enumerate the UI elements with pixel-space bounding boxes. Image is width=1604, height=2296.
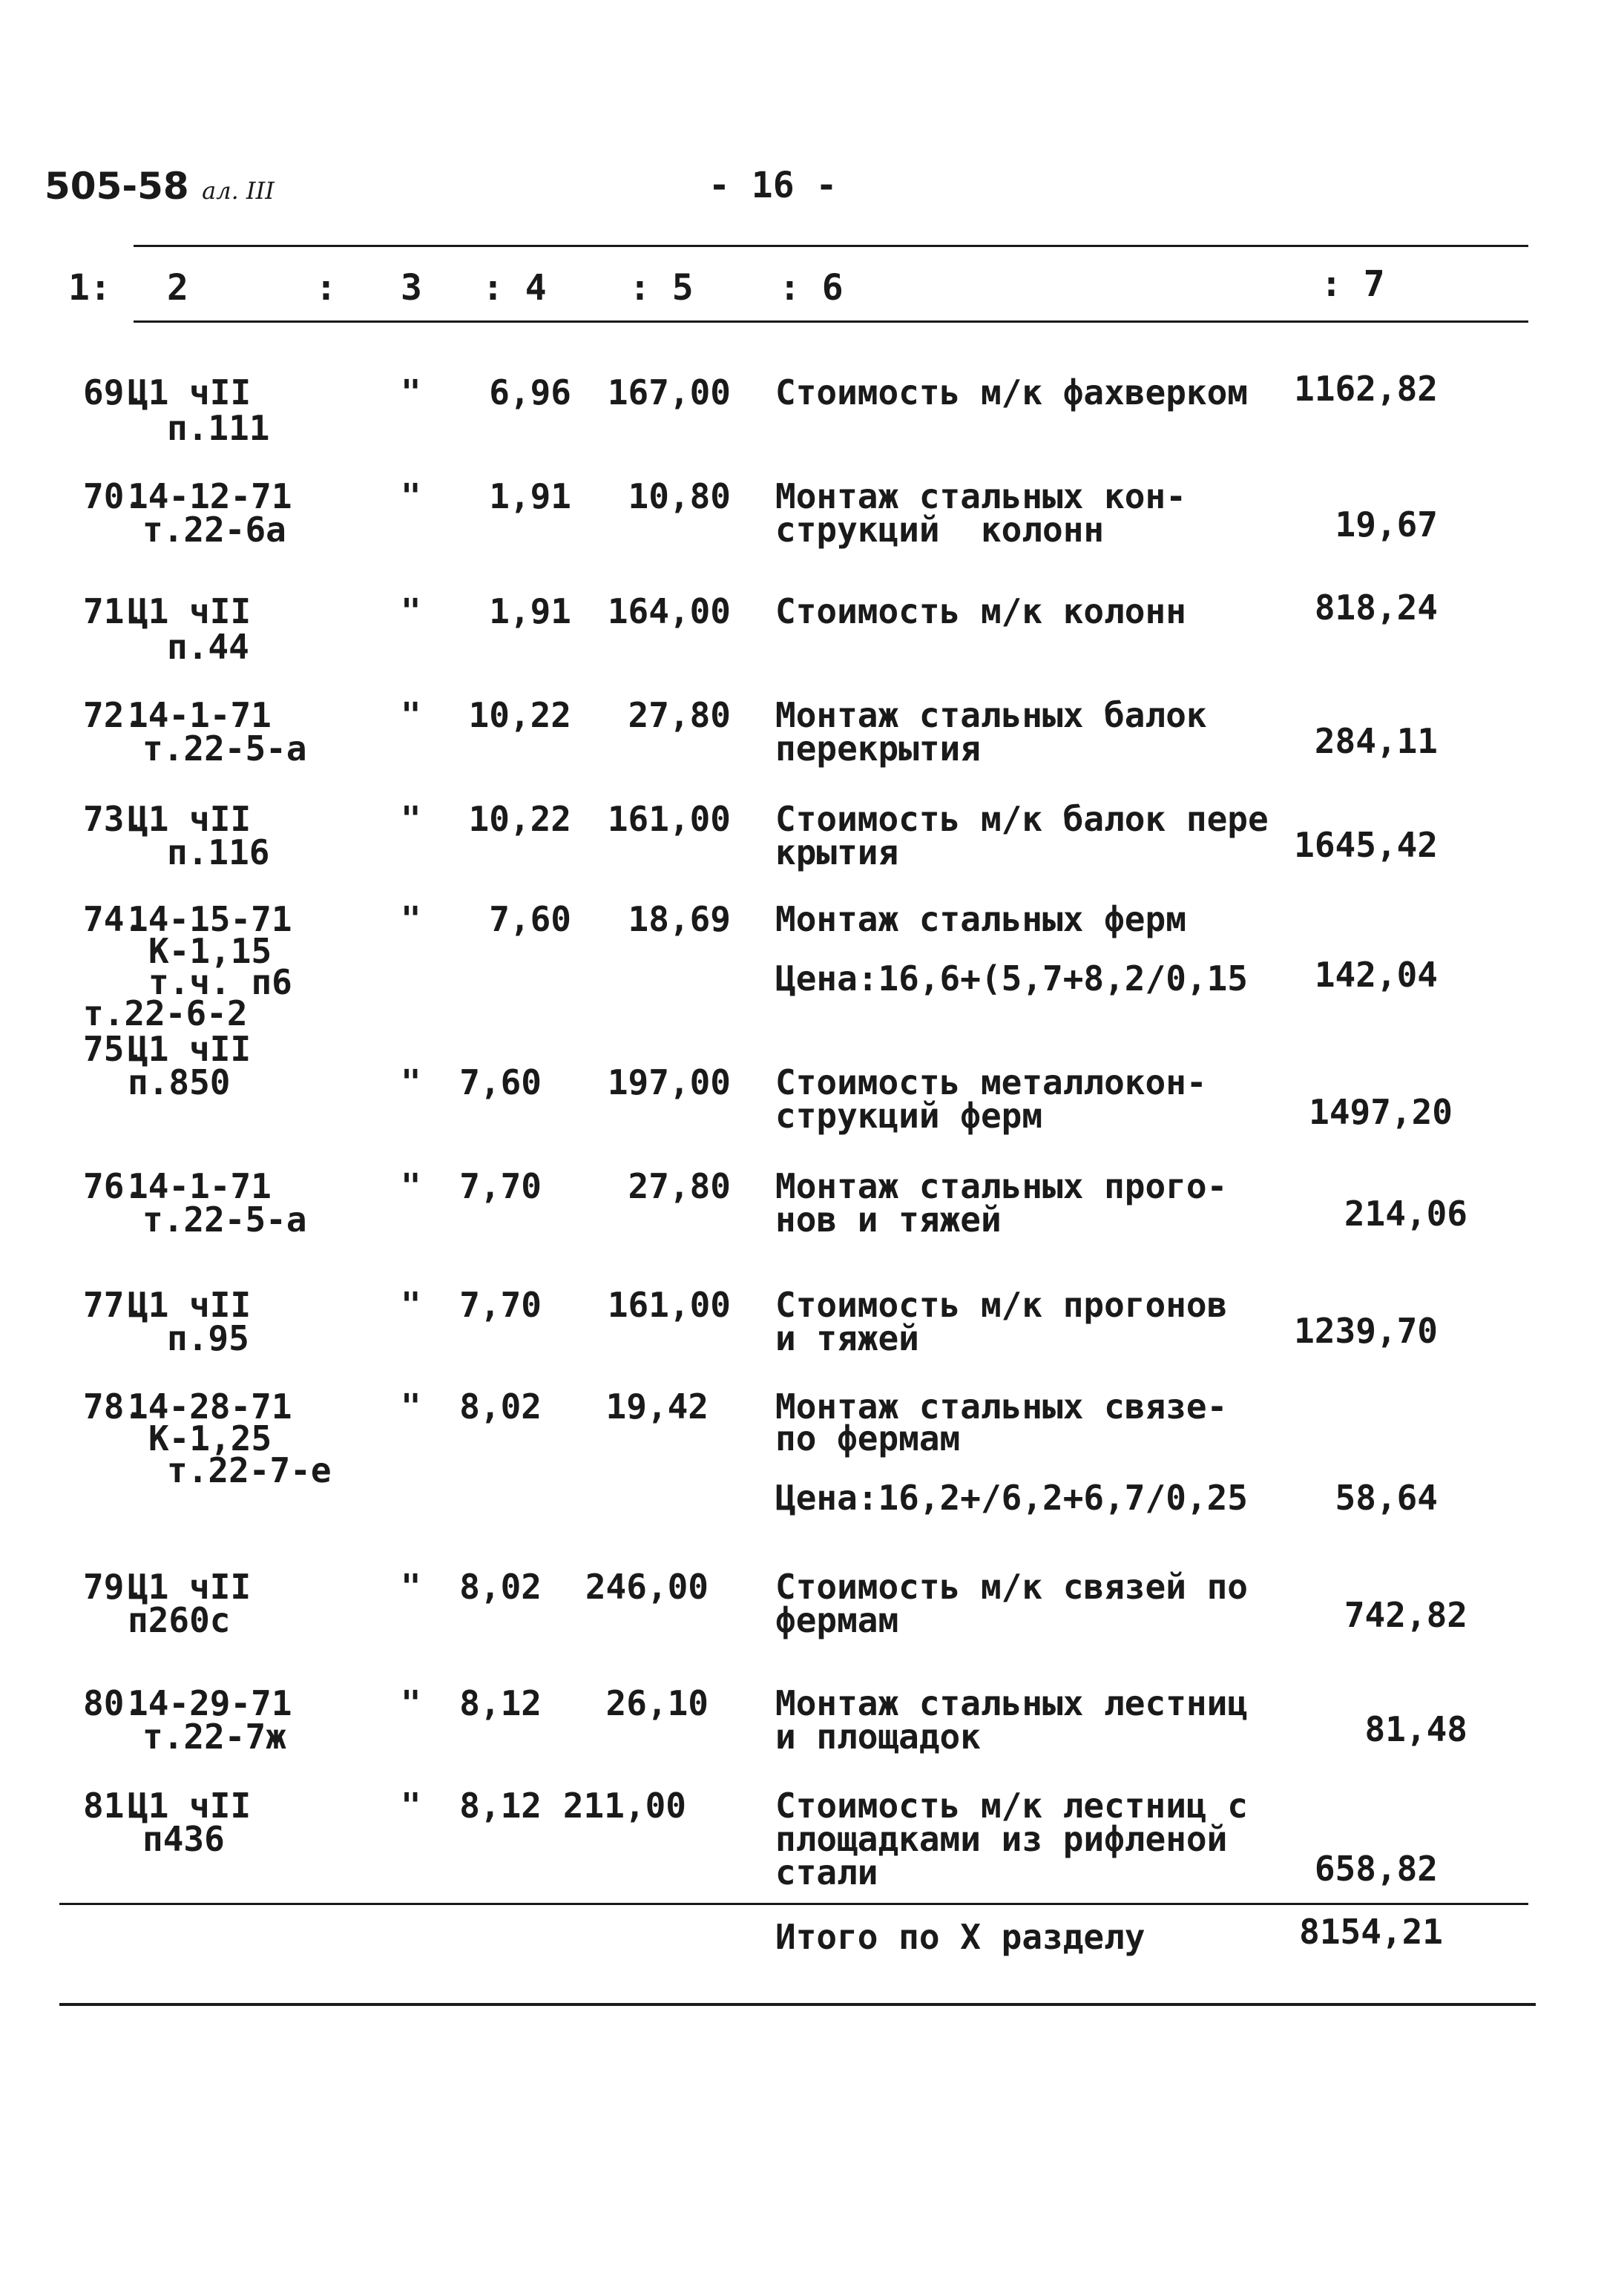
- row-code-line: т.22-7-е: [167, 1450, 332, 1490]
- row-description-line: Стоимость м/к связей по: [775, 1567, 1248, 1607]
- row-unit: ": [401, 1166, 421, 1206]
- row-code-line: Ц1 чII: [128, 591, 252, 631]
- row-description-line: струкций ферм: [775, 1096, 1043, 1136]
- row-unit: ": [401, 1786, 421, 1826]
- row-quantity: 10,22: [468, 799, 571, 839]
- row-description-line: Монтаж стальных кон-: [775, 476, 1186, 516]
- row-description-line: Монтаж стальных балок: [775, 695, 1207, 735]
- row-unit: ": [401, 591, 421, 631]
- row-description-line: и площадок: [775, 1717, 981, 1757]
- row-code-line: п.44: [167, 627, 249, 667]
- row-number: 79.: [83, 1567, 145, 1607]
- row-code-line: п.850: [128, 1062, 231, 1102]
- row-total: 658,82: [1314, 1849, 1438, 1889]
- row-price: 211,00: [562, 1786, 686, 1826]
- summary-label: Итого по X разделу: [775, 1917, 1146, 1957]
- row-total: 1162,82: [1294, 369, 1438, 409]
- row-code-line: п.116: [167, 832, 270, 872]
- header-bottom-rule: [134, 320, 1528, 323]
- row-number: 81.: [83, 1786, 145, 1826]
- header-top-rule: [134, 245, 1528, 247]
- row-quantity: 1,91: [489, 591, 571, 631]
- row-code-line: К-1,15: [148, 931, 272, 971]
- row-unit: ": [401, 476, 421, 516]
- row-number: 73.: [83, 799, 145, 839]
- row-code-line: Ц1 чII: [128, 799, 252, 839]
- row-quantity: 8,12: [459, 1786, 542, 1826]
- row-code-line: Ц1 чII: [128, 372, 252, 412]
- row-quantity: 10,22: [468, 695, 571, 735]
- row-unit: ": [401, 1285, 421, 1325]
- row-quantity: 8,02: [459, 1567, 542, 1607]
- row-price: 27,80: [628, 695, 731, 735]
- row-quantity: 8,12: [459, 1683, 542, 1723]
- row-number: 80.: [83, 1683, 145, 1723]
- row-price: 10,80: [628, 476, 731, 516]
- row-number: 70.: [83, 476, 145, 516]
- row-unit: ": [401, 1683, 421, 1723]
- row-price: 197,00: [607, 1062, 731, 1102]
- row-quantity: 7,60: [459, 1062, 542, 1102]
- row-unit: ": [401, 695, 421, 735]
- row-total: 284,11: [1314, 721, 1438, 761]
- row-code-line: т.22-5-а: [142, 728, 307, 769]
- document-code-value: 505-58: [45, 165, 189, 208]
- row-description-line: Монтаж стальных прого-: [775, 1166, 1228, 1206]
- row-code-line: 14-1-71: [128, 1166, 272, 1206]
- row-number: 71.: [83, 591, 145, 631]
- row-total: 58,64: [1335, 1478, 1438, 1518]
- col-header-4: : 4: [482, 267, 547, 309]
- row-description-line: и тяжей: [775, 1318, 919, 1358]
- row-code-line: т.22-5-а: [142, 1200, 307, 1240]
- row-unit: ": [401, 1387, 421, 1427]
- row-code-line: т.ч. п6: [148, 962, 292, 1002]
- row-description-line: Стоимость м/к прогонов: [775, 1285, 1228, 1325]
- row-total: 1497,20: [1309, 1092, 1453, 1132]
- row-quantity: 7,70: [459, 1285, 542, 1325]
- row-description-line: Стоимость м/к фахверком: [775, 372, 1248, 412]
- row-price: 26,10: [605, 1683, 709, 1723]
- row-code-line: К-1,25: [148, 1418, 272, 1458]
- row-code-line: п436: [142, 1819, 225, 1859]
- row-code-line: 14-12-71: [128, 476, 292, 516]
- row-price: 161,00: [607, 799, 731, 839]
- document-code-note: ал. III: [202, 177, 275, 205]
- document-code: [45, 165, 275, 208]
- row-code-line: т.22-6-2: [83, 993, 248, 1033]
- col-header-1: 1:: [68, 267, 111, 309]
- row-price: 164,00: [607, 591, 731, 631]
- row-quantity: 6,96: [489, 372, 571, 412]
- row-description-line: Монтаж стальных ферм: [775, 899, 1186, 939]
- row-unit: ": [401, 899, 421, 939]
- row-code-line: п.95: [167, 1318, 249, 1358]
- row-description-line: фермам: [775, 1600, 899, 1640]
- row-code-line: 14-1-71: [128, 695, 272, 735]
- row-total: 214,06: [1344, 1194, 1467, 1234]
- row-number: 69.: [83, 372, 145, 412]
- row-total: 1239,70: [1294, 1311, 1438, 1351]
- row-quantity: 8,02: [459, 1387, 542, 1427]
- summary-bottom-rule: [59, 2003, 1536, 2006]
- row-code-line: п260с: [128, 1600, 231, 1640]
- row-number: 75.: [83, 1029, 145, 1069]
- row-description-line: по фермам: [775, 1418, 961, 1458]
- row-price: 246,00: [585, 1567, 709, 1607]
- row-description-line: Стоимость м/к колонн: [775, 591, 1186, 631]
- col-header-6: : 6: [779, 267, 844, 309]
- row-total: 81,48: [1364, 1709, 1467, 1749]
- row-quantity: 7,70: [459, 1166, 542, 1206]
- row-description-line: Стоимость металлокон-: [775, 1062, 1207, 1102]
- row-price: 167,00: [607, 372, 731, 412]
- row-code-line: 14-28-71: [128, 1387, 292, 1427]
- row-total: 742,82: [1344, 1595, 1467, 1635]
- row-price-formula: Цена:16,2+/6,2+6,7/0,25: [775, 1478, 1248, 1518]
- row-description-line: Стоимость м/к лестниц с: [775, 1786, 1248, 1826]
- row-price: 27,80: [628, 1166, 731, 1206]
- row-price-formula: Цена:16,6+(5,7+8,2/0,15: [775, 958, 1248, 999]
- row-code-line: 14-15-71: [128, 899, 292, 939]
- row-total: 142,04: [1314, 955, 1438, 995]
- row-description-line: Монтаж стальных связе-: [775, 1387, 1228, 1427]
- summary-top-rule: [59, 1903, 1528, 1905]
- page-number: - 16 -: [709, 165, 838, 206]
- row-total: 818,24: [1314, 588, 1438, 628]
- row-quantity: 7,60: [489, 899, 571, 939]
- row-total: 19,67: [1335, 504, 1438, 545]
- row-code-line: Ц1 чII: [128, 1285, 252, 1325]
- row-unit: ": [401, 1062, 421, 1102]
- row-quantity: 1,91: [489, 476, 571, 516]
- row-description-line: нов и тяжей: [775, 1200, 1002, 1240]
- row-code-line: 14-29-71: [128, 1683, 292, 1723]
- row-code-line: Ц1 чII: [128, 1029, 252, 1069]
- row-number: 77.: [83, 1285, 145, 1325]
- row-code-line: т.22-7ж: [142, 1717, 286, 1757]
- col-header-sep: :: [315, 267, 337, 309]
- row-unit: ": [401, 1567, 421, 1607]
- row-description-line: площадками из рифленой: [775, 1819, 1228, 1859]
- col-header-2: 2: [167, 267, 188, 309]
- row-code-line: п.111: [167, 408, 270, 448]
- col-header-7: : 7: [1321, 263, 1385, 305]
- row-description-line: крытия: [775, 832, 899, 872]
- col-header-5: : 5: [629, 267, 694, 309]
- row-code-line: т.22-6а: [142, 510, 286, 550]
- row-description-line: перекрытия: [775, 728, 981, 769]
- row-description-line: Монтаж стальных лестниц: [775, 1683, 1248, 1723]
- row-total: 1645,42: [1294, 825, 1438, 865]
- row-unit: ": [401, 799, 421, 839]
- row-price: 18,69: [628, 899, 731, 939]
- row-code-line: Ц1 чII: [128, 1786, 252, 1826]
- row-description-line: Стоимость м/к балок пере: [775, 799, 1269, 839]
- row-description-line: стали: [775, 1852, 878, 1892]
- row-number: 72.: [83, 695, 145, 735]
- row-code-line: Ц1 чII: [128, 1567, 252, 1607]
- row-number: 74.: [83, 899, 145, 939]
- row-price: 161,00: [607, 1285, 731, 1325]
- row-number: 78.: [83, 1387, 145, 1427]
- row-unit: ": [401, 372, 421, 412]
- row-number: 76.: [83, 1166, 145, 1206]
- summary-total: 8154,21: [1299, 1912, 1443, 1952]
- row-description-line: струкций колонн: [775, 510, 1105, 550]
- col-header-3: 3: [401, 267, 422, 309]
- row-price: 19,42: [605, 1387, 709, 1427]
